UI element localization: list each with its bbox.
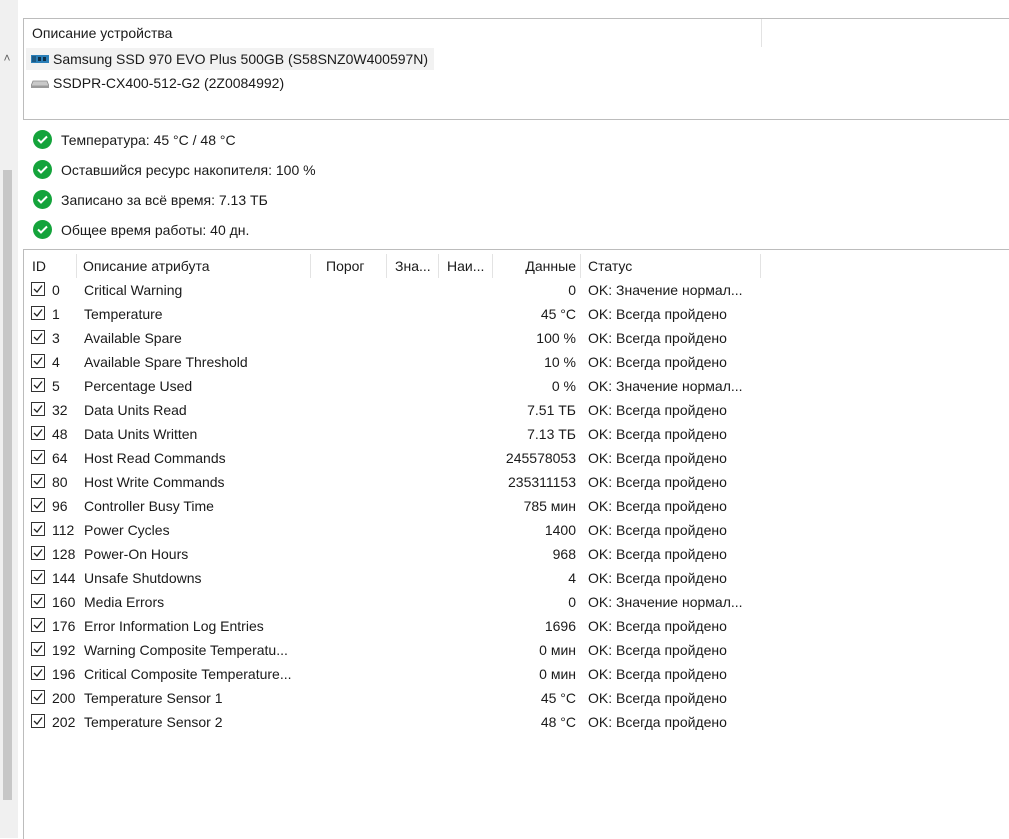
cell-description: Host Read Commands bbox=[84, 450, 226, 466]
cell-status: OK: Значение нормал... bbox=[588, 282, 743, 298]
row-checkbox[interactable] bbox=[31, 714, 45, 728]
column-header-description[interactable]: Описание атрибута bbox=[83, 258, 210, 274]
cell-data: 10 % bbox=[544, 354, 576, 370]
row-checkbox[interactable] bbox=[31, 690, 45, 704]
table-row[interactable] bbox=[24, 710, 784, 734]
device-list-panel bbox=[23, 18, 1009, 120]
cell-id: 5 bbox=[52, 378, 60, 394]
row-checkbox[interactable] bbox=[31, 330, 45, 344]
row-checkbox[interactable] bbox=[31, 474, 45, 488]
chevron-up-icon[interactable]: ˄ bbox=[3, 51, 11, 65]
status-remaining-life bbox=[33, 158, 316, 182]
row-checkbox[interactable] bbox=[31, 378, 45, 392]
column-divider[interactable] bbox=[310, 254, 311, 278]
table-row[interactable] bbox=[24, 614, 784, 638]
column-divider[interactable] bbox=[438, 254, 439, 278]
ok-check-icon bbox=[33, 130, 52, 149]
cell-description: Unsafe Shutdowns bbox=[84, 570, 202, 586]
column-header-id[interactable]: ID bbox=[32, 258, 46, 274]
device-item-label: SSDPR-CX400-512-G2 (2Z0084992) bbox=[53, 75, 285, 91]
cell-description: Host Write Commands bbox=[84, 474, 225, 490]
row-checkbox[interactable] bbox=[31, 498, 45, 512]
table-row[interactable] bbox=[24, 302, 784, 326]
device-item-ssdpr-cx400[interactable] bbox=[26, 72, 290, 94]
table-row[interactable] bbox=[24, 446, 784, 470]
device-list-header[interactable]: Описание устройства bbox=[32, 25, 173, 41]
row-checkbox[interactable] bbox=[31, 570, 45, 584]
status-label: Оставшийся ресурс накопителя: 100 % bbox=[61, 162, 316, 178]
cell-description: Percentage Used bbox=[84, 378, 193, 394]
cell-description: Data Units Written bbox=[84, 426, 198, 442]
column-header-data[interactable]: Данные bbox=[525, 258, 576, 274]
cell-data: 0 bbox=[568, 282, 576, 298]
row-checkbox[interactable] bbox=[31, 666, 45, 680]
cell-status: OK: Всегда пройдено bbox=[588, 642, 727, 658]
table-row[interactable] bbox=[24, 494, 784, 518]
table-row[interactable] bbox=[24, 374, 784, 398]
row-checkbox[interactable] bbox=[31, 594, 45, 608]
scrollbar-thumb[interactable] bbox=[3, 170, 12, 800]
cell-data: 1400 bbox=[544, 522, 576, 538]
cell-description: Available Spare Threshold bbox=[84, 354, 248, 370]
cell-data: 45 °C bbox=[540, 690, 576, 706]
row-checkbox[interactable] bbox=[31, 522, 45, 536]
cell-status: OK: Всегда пройдено bbox=[588, 330, 727, 346]
cell-status: OK: Всегда пройдено bbox=[588, 666, 727, 682]
cell-id: 4 bbox=[52, 354, 60, 370]
cell-description: Data Units Read bbox=[84, 402, 187, 418]
status-label: Температура: 45 °C / 48 °C bbox=[61, 132, 236, 148]
cell-id: 144 bbox=[52, 570, 76, 586]
column-header-status[interactable]: Статус bbox=[588, 258, 633, 274]
table-row[interactable] bbox=[24, 278, 784, 302]
status-total-written bbox=[33, 188, 268, 212]
cell-id: 32 bbox=[52, 402, 68, 418]
table-row[interactable] bbox=[24, 662, 784, 686]
cell-id: 128 bbox=[52, 546, 76, 562]
cell-id: 3 bbox=[52, 330, 60, 346]
table-row[interactable] bbox=[24, 686, 784, 710]
status-label: Общее время работы: 40 дн. bbox=[61, 222, 250, 238]
cell-data: 0 % bbox=[551, 378, 576, 394]
row-checkbox[interactable] bbox=[31, 450, 45, 464]
cell-status: OK: Всегда пройдено bbox=[588, 546, 727, 562]
cell-data: 0 мин bbox=[539, 642, 576, 658]
column-divider[interactable] bbox=[580, 254, 581, 278]
cell-id: 48 bbox=[52, 426, 68, 442]
ok-check-icon bbox=[33, 190, 52, 209]
cell-description: Temperature Sensor 2 bbox=[84, 714, 223, 730]
cell-status: OK: Всегда пройдено bbox=[588, 402, 727, 418]
table-row[interactable] bbox=[24, 638, 784, 662]
row-checkbox[interactable] bbox=[31, 402, 45, 416]
cell-status: OK: Всегда пройдено bbox=[588, 714, 727, 730]
cell-data: 245578053 bbox=[505, 450, 576, 466]
cell-id: 0 bbox=[52, 282, 60, 298]
table-row[interactable] bbox=[24, 566, 784, 590]
cell-data: 968 bbox=[552, 546, 576, 562]
cell-description: Error Information Log Entries bbox=[84, 618, 264, 634]
cell-data: 785 мин bbox=[523, 498, 576, 514]
cell-description: Critical Composite Temperature... bbox=[84, 666, 292, 682]
row-checkbox[interactable] bbox=[31, 306, 45, 320]
left-scrollbar[interactable] bbox=[0, 0, 18, 838]
table-row[interactable] bbox=[24, 326, 784, 350]
cell-data: 1696 bbox=[544, 618, 576, 634]
cell-data: 100 % bbox=[536, 330, 576, 346]
cell-description: Media Errors bbox=[84, 594, 165, 610]
column-divider[interactable] bbox=[76, 254, 77, 278]
column-divider[interactable] bbox=[492, 254, 493, 278]
table-row[interactable] bbox=[24, 398, 784, 422]
cell-description: Temperature Sensor 1 bbox=[84, 690, 223, 706]
cell-data: 7.51 ТБ bbox=[527, 402, 576, 418]
status-temperature bbox=[33, 128, 236, 152]
cell-status: OK: Значение нормал... bbox=[588, 594, 743, 610]
ok-check-icon bbox=[33, 220, 52, 239]
cell-status: OK: Всегда пройдено bbox=[588, 354, 727, 370]
row-checkbox[interactable] bbox=[31, 618, 45, 632]
cell-data: 235311153 bbox=[508, 474, 576, 490]
smart-attributes-table bbox=[23, 249, 1009, 839]
cell-id: 96 bbox=[52, 498, 68, 514]
cell-data: 45 °C bbox=[540, 306, 576, 322]
column-divider[interactable] bbox=[386, 254, 387, 278]
cell-data: 0 мин bbox=[539, 666, 576, 682]
table-row[interactable] bbox=[24, 542, 784, 566]
health-summary bbox=[23, 118, 1009, 248]
cell-description: Power-On Hours bbox=[84, 546, 189, 562]
cell-status: OK: Всегда пройдено bbox=[588, 570, 727, 586]
cell-status: OK: Всегда пройдено bbox=[588, 306, 727, 322]
column-header-threshold[interactable]: Порог bbox=[326, 258, 365, 274]
sata-ssd-icon bbox=[31, 78, 49, 88]
cell-status: OK: Всегда пройдено bbox=[588, 522, 727, 538]
cell-description: Power Cycles bbox=[84, 522, 170, 538]
cell-status: OK: Всегда пройдено bbox=[588, 474, 727, 490]
table-row[interactable] bbox=[24, 470, 784, 494]
nvme-ssd-icon bbox=[31, 54, 49, 64]
cell-description: Warning Composite Temperatu... bbox=[84, 642, 288, 658]
column-header-value[interactable]: Зна... bbox=[395, 258, 431, 274]
table-row[interactable] bbox=[24, 590, 784, 614]
cell-id: 80 bbox=[52, 474, 68, 490]
cell-data: 7.13 ТБ bbox=[527, 426, 576, 442]
cell-description: Critical Warning bbox=[84, 282, 183, 298]
row-checkbox[interactable] bbox=[31, 426, 45, 440]
column-header-worst[interactable]: Наи... bbox=[447, 258, 485, 274]
cell-id: 176 bbox=[52, 618, 76, 634]
cell-status: OK: Всегда пройдено bbox=[588, 618, 727, 634]
cell-data: 4 bbox=[568, 570, 576, 586]
cell-data: 48 °C bbox=[540, 714, 576, 730]
row-checkbox[interactable] bbox=[31, 282, 45, 296]
cell-id: 112 bbox=[52, 522, 75, 538]
table-row[interactable] bbox=[24, 518, 784, 542]
cell-id: 202 bbox=[52, 714, 76, 730]
cell-status: OK: Всегда пройдено bbox=[588, 450, 727, 466]
row-checkbox[interactable] bbox=[31, 546, 45, 560]
cell-status: OK: Всегда пройдено bbox=[588, 426, 727, 442]
table-row[interactable] bbox=[24, 422, 784, 446]
cell-description: Temperature bbox=[84, 306, 163, 322]
cell-id: 64 bbox=[52, 450, 68, 466]
cell-data: 0 bbox=[568, 594, 576, 610]
cell-status: OK: Всегда пройдено bbox=[588, 498, 727, 514]
device-item-label: Samsung SSD 970 EVO Plus 500GB (S58SNZ0W400597N) bbox=[53, 51, 429, 67]
cell-id: 160 bbox=[52, 594, 76, 610]
cell-description: Available Spare bbox=[84, 330, 182, 346]
cell-id: 200 bbox=[52, 690, 76, 706]
cell-description: Controller Busy Time bbox=[84, 498, 214, 514]
cell-id: 196 bbox=[52, 666, 76, 682]
row-checkbox[interactable] bbox=[31, 642, 45, 656]
cell-status: OK: Всегда пройдено bbox=[588, 690, 727, 706]
column-divider[interactable] bbox=[761, 19, 762, 47]
status-power-on-time bbox=[33, 218, 249, 242]
table-row[interactable] bbox=[24, 350, 784, 374]
column-divider[interactable] bbox=[760, 254, 761, 278]
cell-status: OK: Значение нормал... bbox=[588, 378, 743, 394]
cell-id: 1 bbox=[52, 306, 60, 322]
status-label: Записано за всё время: 7.13 ТБ bbox=[61, 192, 268, 208]
device-item-samsung-970[interactable] bbox=[26, 48, 434, 70]
ok-check-icon bbox=[33, 160, 52, 179]
cell-id: 192 bbox=[52, 642, 76, 658]
row-checkbox[interactable] bbox=[31, 354, 45, 368]
